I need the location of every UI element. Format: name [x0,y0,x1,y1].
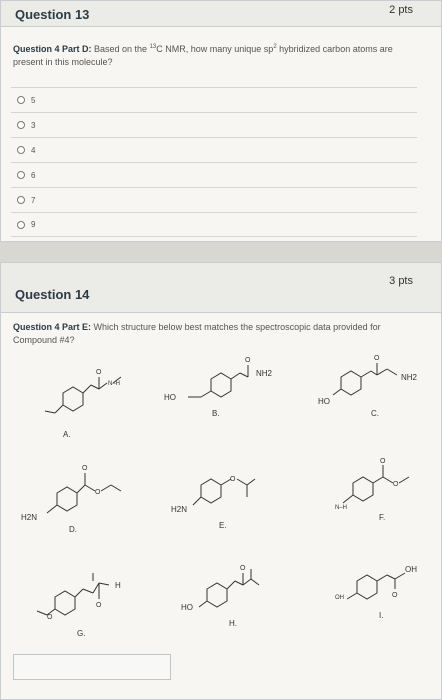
svg-text:O: O [245,357,251,364]
question-13-card [0,0,442,242]
structure-label: H. [229,619,237,628]
svg-text:O: O [230,476,236,483]
question-title: Question 13 [15,7,90,22]
molecule-drawing [173,553,303,648]
structure-group: H [115,581,121,590]
structure-b [156,349,286,444]
part-label: Question 4 Part E: [13,322,92,332]
structure-group: NH2 [256,369,273,378]
question-points: 3 pts [389,275,413,287]
answer-option[interactable] [11,137,417,162]
answer-label: 4 [31,145,36,155]
structure-h [173,553,303,648]
answer-list [11,87,417,237]
structure-substituent: H2N [171,505,188,514]
structure-label: A. [63,430,71,439]
structure-substituent: HO [318,397,330,406]
answer-label: 7 [31,195,36,205]
radio-button[interactable] [17,221,25,229]
structure-substituent: HO [164,393,176,402]
structure-group: OH [335,595,344,601]
structure-f [303,457,433,552]
structure-label: B. [212,409,220,418]
question-prompt [13,43,411,69]
structure-substituent: H2N [21,513,38,522]
answer-label: 5 [31,95,36,105]
svg-text:O: O [240,565,246,572]
superscript: 13 [149,44,157,50]
molecule-drawing [303,457,433,552]
structure-group: N–H [108,381,121,387]
answer-option[interactable] [11,187,417,212]
structure-group: OH [405,565,417,574]
svg-text:O: O [392,592,398,599]
molecule-drawing [13,463,143,558]
radio-button[interactable] [17,121,25,129]
radio-button[interactable] [17,146,25,154]
prompt-text: Based on the [91,44,150,54]
answer-option[interactable] [11,112,417,137]
question-header [1,263,441,313]
radio-button[interactable] [17,96,25,104]
question-14-card [0,262,442,700]
prompt-text: Which structure below best matches the spectroscopic data provided for Compound #4? [13,322,381,345]
answer-option[interactable] [11,212,417,237]
part-label: Question 4 Part D: [13,44,92,54]
structure-e [161,459,291,554]
superscript: 2 [273,44,277,50]
structure-a [19,355,149,450]
structure-label: E. [219,521,227,530]
structure-label: D. [69,525,77,534]
structure-d [13,463,143,558]
molecule-drawing [311,553,441,648]
molecule-drawing [23,553,153,648]
question-points: 2 pts [389,4,413,16]
answer-input[interactable] [13,654,171,680]
structure-c [301,349,431,444]
structure-group: N–H [335,505,348,511]
answer-option[interactable] [11,87,417,112]
structure-label: C. [371,409,379,418]
answer-option[interactable] [11,162,417,187]
svg-text:O: O [47,614,53,621]
answer-label: 3 [31,120,36,130]
svg-text:O: O [96,369,102,376]
prompt-text: C NMR, how many unique sp [156,44,274,54]
structure-group: NH2 [401,373,418,382]
structure-label: F. [379,513,386,522]
question-prompt [13,321,411,347]
structure-label: I. [379,611,384,620]
svg-text:O: O [380,458,386,465]
answer-label: 6 [31,170,36,180]
molecule-drawing [19,355,149,450]
svg-text:O: O [374,355,380,362]
question-title: Question 14 [15,287,90,302]
svg-text:O: O [95,489,101,496]
structure-label: G. [77,629,86,638]
structure-i [311,553,441,648]
radio-button[interactable] [17,171,25,179]
answer-label: 9 [31,220,36,229]
structure-substituent: HO [181,603,193,612]
radio-button[interactable] [17,196,25,204]
svg-text:O: O [96,602,102,609]
question-header [1,1,441,27]
svg-text:O: O [82,465,88,472]
structure-g [23,553,153,648]
svg-text:O: O [393,481,399,488]
prompt-text: hybridized carbon atoms are present in this molecule? [13,44,393,67]
